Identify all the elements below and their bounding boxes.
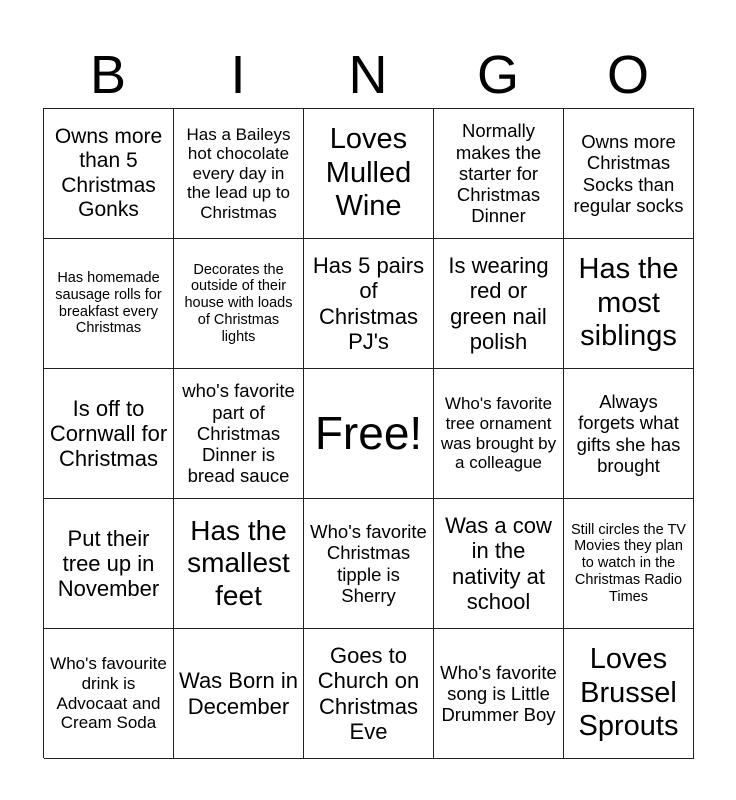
bingo-cell-4-3[interactable] xyxy=(304,499,434,629)
bingo-cell-5-4[interactable] xyxy=(434,629,564,759)
cell-text: Normally makes the starter for Christmas Dinner xyxy=(455,120,542,227)
bingo-cell-3-4[interactable] xyxy=(434,369,564,499)
bingo-cell-2-1[interactable] xyxy=(44,239,174,369)
cell-text: Was Born in December xyxy=(179,668,299,719)
bingo-cell-2-5[interactable] xyxy=(564,239,694,369)
cell-text: Decorates the outside of their house with loads of Christmas lights xyxy=(184,261,293,345)
bingo-cell-1-2[interactable] xyxy=(174,109,304,239)
cell-text: Goes to Church on Christmas Eve xyxy=(317,642,420,744)
bingo-cell-2-4[interactable] xyxy=(434,239,564,369)
cell-text: Has a Baileys hot chocolate every day in the lead up to Christmas xyxy=(186,124,291,222)
bingo-cell-3-5[interactable] xyxy=(564,369,694,499)
cell-text: Always forgets what gifts she has brought xyxy=(576,390,681,476)
cell-text: Who's favorite tree ornament was brought by a colleague xyxy=(440,394,557,473)
header-letter-o: O xyxy=(606,45,649,105)
header-letter-n: N xyxy=(348,45,388,105)
bingo-cell-1-5[interactable] xyxy=(564,109,694,239)
cell-text: who's favorite part of Christmas Dinner is bread sauce xyxy=(182,380,295,487)
bingo-cell-4-5[interactable] xyxy=(564,499,694,629)
header-letter-g: G xyxy=(476,45,519,105)
cell-text: Has 5 pairs of Christmas PJ's xyxy=(312,252,425,354)
cell-text: Loves Brussel Sprouts xyxy=(578,643,679,743)
header-letter-b: B xyxy=(89,45,127,105)
bingo-cell-4-1[interactable] xyxy=(44,499,174,629)
bingo-cell-3-2[interactable] xyxy=(174,369,304,499)
bingo-cell-2-3[interactable] xyxy=(304,239,434,369)
bingo-cell-1-3[interactable] xyxy=(304,109,434,239)
cell-text: Owns more Christmas Socks than regular socks xyxy=(573,130,684,216)
cell-text: Was a cow in the nativity at school xyxy=(445,512,552,614)
cell-text: Is off to Cornwall for Christmas xyxy=(49,395,168,472)
cell-text: Still circles the TV Movies they plan to watch in the Christmas Radio Times xyxy=(571,521,686,605)
bingo-header xyxy=(43,44,693,106)
cell-text: Has the most siblings xyxy=(578,253,679,353)
bingo-cell-5-1[interactable] xyxy=(44,629,174,759)
cell-text: Has the smallest feet xyxy=(187,515,290,611)
bingo-cell-3-3-free[interactable] xyxy=(304,369,434,499)
cell-text: Who's favourite drink is Advocaat and Cream Soda xyxy=(50,654,167,733)
bingo-cell-1-4[interactable] xyxy=(434,109,564,239)
bingo-cell-1-1[interactable] xyxy=(44,109,174,239)
cell-text: Who's favorite song is Little Drummer Boy xyxy=(440,661,557,726)
bingo-cell-5-2[interactable] xyxy=(174,629,304,759)
bingo-cell-5-3[interactable] xyxy=(304,629,434,759)
bingo-cell-4-4[interactable] xyxy=(434,499,564,629)
cell-text: Owns more than 5 Christmas Gonks xyxy=(54,125,163,221)
bingo-cell-5-5[interactable] xyxy=(564,629,694,759)
bingo-grid xyxy=(43,108,694,758)
cell-text: Loves Mulled Wine xyxy=(325,123,412,223)
header-letter-i: I xyxy=(230,45,246,105)
bingo-cell-3-1[interactable] xyxy=(44,369,174,499)
bingo-cell-2-2[interactable] xyxy=(174,239,304,369)
cell-text: Has homemade sausage rolls for breakfast every Christmas xyxy=(55,270,162,337)
bingo-cell-4-2[interactable] xyxy=(174,499,304,629)
cell-text: Who's favorite Christmas tipple is Sherry xyxy=(310,520,427,606)
cell-text: Is wearing red or green nail polish xyxy=(448,252,549,354)
free-space-text: Free! xyxy=(314,407,423,460)
cell-text: Put their tree up in November xyxy=(57,525,160,602)
